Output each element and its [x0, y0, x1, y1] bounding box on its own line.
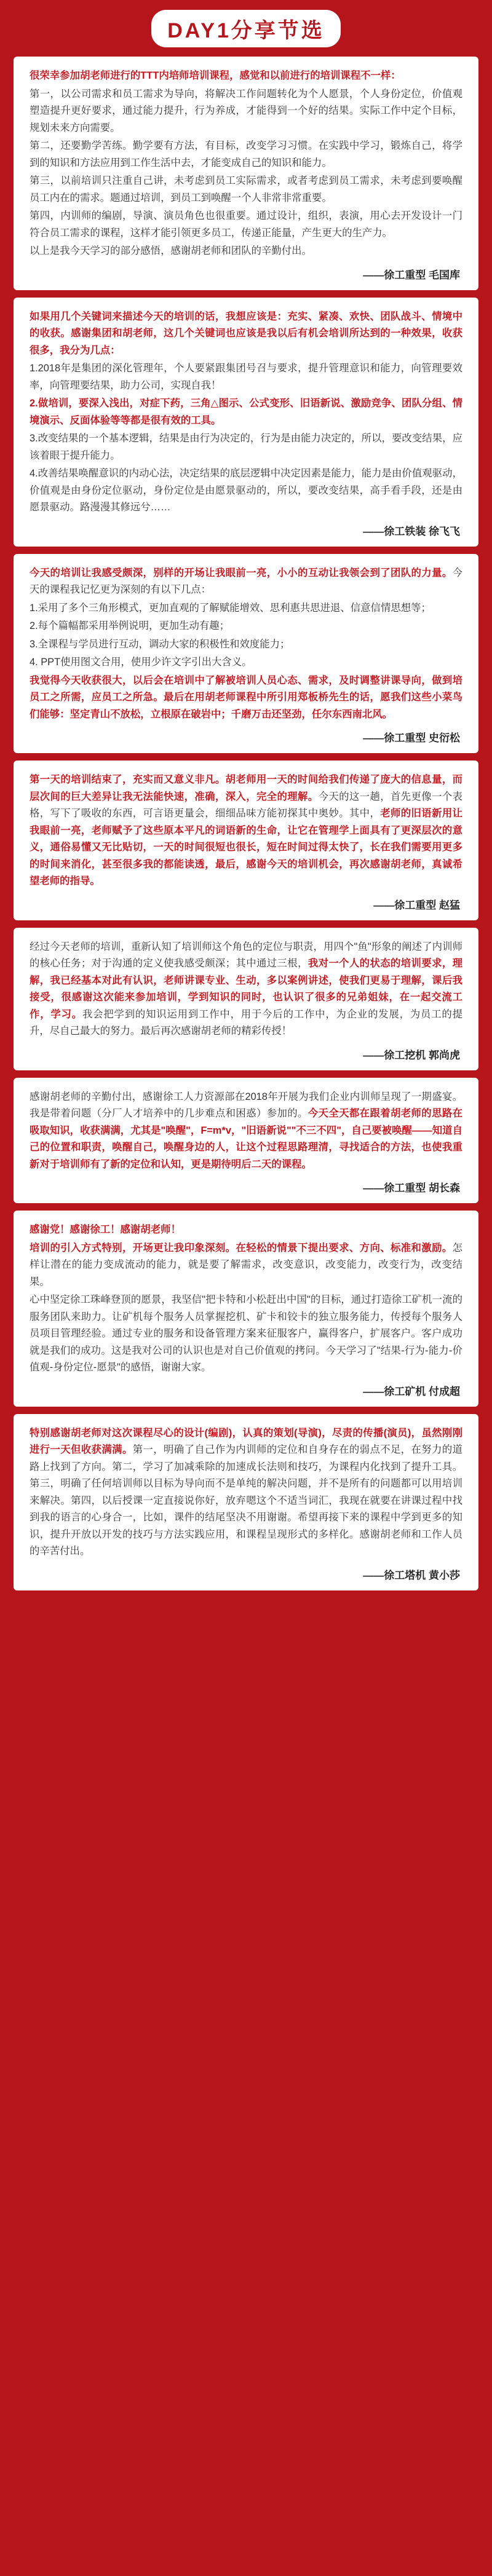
- testimonial-paragraph: [30, 1222, 462, 1239]
- highlighted-text: 很荣幸参加胡老师进行的TTT内培师培训课程，感觉和以前进行的培训课程不一样：: [30, 70, 401, 81]
- testimonial-paragraph: [30, 1240, 462, 1291]
- testimonial-paragraph: [30, 939, 462, 1040]
- testimonial-paragraph: [30, 173, 462, 207]
- body-text: 3.全课程与学员进行互动，调动大家的积极性和效度能力；: [30, 638, 290, 650]
- body-text: 今天的这一趟，首先更像一个表格，写下了吸收的东西，可言语更量会，细细品味方能初探其中奥妙。其中，: [30, 791, 463, 819]
- testimonial-card: [14, 298, 478, 547]
- testimonial-paragraph: [30, 243, 462, 260]
- highlighted-text: 我对一个人的状态的培训要求，理解，我已经基本对此有认识，老师讲课专业、生动，多以案例讲述，使我们更易于理解，课后我接受，很感谢这次能来参加培训，学到知识的同时，也认识了很多的兄弟姐妹，在一起交流工作，学习。: [30, 958, 463, 1020]
- body-text: 以上是我今天学习的部分感悟，感谢胡老师和团队的辛勤付出。: [30, 245, 312, 256]
- testimonial-paragraph: [30, 309, 462, 360]
- testimonial-card: [14, 761, 478, 920]
- body-text: 我会把学到的知识运用到工作中，用于今后的工作中，为企业的发展，为员工的提升，尽自己最大的努力。最后再次感谢胡老师的精彩传授！: [30, 1008, 462, 1037]
- testimonial-card: [14, 57, 478, 290]
- body-text: 1.采用了多个三角形模式，更加直观的了解赋能增效、思利惠共思进退、信意信情思想等；: [30, 602, 431, 614]
- highlighted-text: 老师的旧语新用让我眼前一亮，老师赋予了这些原本平凡的词语新的生命，让它在管理学上面具有了更深层次的意义，通俗易懂又无比贴切，一天的时间很短也很长，短在时间过得太快了，长在我们需要用更多的时间来消化，甚至很多我的都能读透，最后，感谢今天的培训机会，再次感谢胡老师，真诚希望老师的指导。: [30, 808, 463, 887]
- testimonial-paragraph: [30, 565, 462, 599]
- page-header: [0, 0, 492, 57]
- body-text: 3.改变结果的一个基本逻辑，结果是由行为决定的，行为是由能力决定的，所以，要改变结果，应该着眼于提升能力。: [30, 433, 462, 461]
- testimonial-paragraph: [30, 208, 462, 242]
- body-text: 心中坚定徐工珠峰登顶的愿景，我坚信"把卡特和小松赶出中国"的目标，通过打造徐工矿机一流的服务团队来助力。让矿机每个服务人员掌握挖机、矿卡和铰卡的独立服务能力，传授每个服务人员项目管理经验。通过专业的服务和设备管理方案来征服客户，赢得客户，扩展客户。客户成功就是我们的成功。这是我对公司的认识也是对自己价值观的拷问。今天学习了"结果-行为-能力-价值观-身份定位-愿景"的感悟，谢谢大家。: [30, 1294, 462, 1373]
- author-signature: ——徐工重型 毛国库: [363, 269, 460, 281]
- testimonial-paragraph: [30, 600, 462, 617]
- highlighted-text: 特别感谢胡老师对这次课程尽心的设计(编剧)，认真的策划(导演)，尽责的传播(演员)，虽然刚刚进行一天但收获满满。: [30, 1427, 462, 1455]
- testimonial-paragraph: [30, 673, 462, 724]
- testimonial-paragraph: [30, 465, 462, 516]
- body-text: 第一，明确了自己作为内训师的定位和自身存在的弱点不足，在努力的道路上找到了方向。第二，学习了加减乘除的加速成长法则和技巧，为课程内化找到了提升工具。第三，明确了任何培训师以目标为导向而不是单纯的解决问题，并不是所有的问题都可以用培训来解决。第四，以后授课一定直接说你好，放弃嗯这个不适当词汇，我现在就要在讲课过程中找到我的语言的心身合一，比如，课件的结尾坚决不用谢谢。希望再接下来的课程中学到更多的知识，提升开放以开发的技巧与方法实践应用，和课程呈现形式的多样化。感谢胡老师和工作人员的辛苦付出。: [30, 1444, 463, 1557]
- author-signature: ——徐工重型 赵猛: [373, 899, 460, 911]
- testimonial-card: [14, 554, 478, 754]
- author-signature: ——徐工矿机 付成超: [363, 1385, 460, 1397]
- testimonial-paragraph: [30, 395, 462, 429]
- body-text: 4. PPT使用图文合用，使用少许文字引出大含义。: [30, 657, 252, 668]
- testimonial-paragraph: [30, 68, 462, 85]
- author-signature: ——徐工塔机 黄小莎: [363, 1569, 460, 1581]
- author-signature: ——徐工重型 胡长森: [363, 1182, 460, 1194]
- body-text: 怎样让潜在的能力变成流动的能力，就是要了解需求，改变意识，改变能力，改变行为，改变结果。: [30, 1242, 462, 1287]
- highlighted-text: 今天的培训让我感受颇深，别样的开场让我眼前一亮，小小的互动让我领会到了团队的力量。: [30, 567, 453, 579]
- testimonial-paragraph: [30, 618, 462, 635]
- testimonial-card: [14, 1211, 478, 1407]
- body-text: 第二，还要勤学苦练。勤学要有方法，有目标，改变学习习惯。在实践中学习，锻炼自己，将学到的知识和方法应用到工作生活中去，才能变成自己的知识和能力。: [30, 140, 462, 168]
- body-text: 第四，内训师的编剧，导演、演员角色也很重要。通过设计，组织，表演，用心去开发设计一门符合员工需求的课程，这样才能引领更多员工，传递正能量，产生更大的生产力。: [30, 210, 462, 239]
- testimonial-paragraph: [30, 1425, 462, 1560]
- page-title: DAY1分享节选: [151, 10, 341, 47]
- testimonial-paragraph: [30, 636, 462, 654]
- highlighted-text: 培训的引入方式特别，开场更让我印象深刻。在轻松的情景下提出要求、方向、标准和激励。: [30, 1242, 453, 1254]
- body-text: 2.每个篇幅都采用举例说明，更加生动有趣；: [30, 620, 230, 631]
- body-text: 4.改善结果唤醒意识的内动心法，决定结果的底层逻辑中决定因素是能力，能力是由价值观驱动，价值观是由身份定位驱动，身份定位是由愿景驱动的，所以，要改变结果，高手看手段，还是由愿景驱动。路漫漫其修远兮……: [30, 468, 462, 513]
- testimonial-paragraph: [30, 430, 462, 464]
- testimonial-list: [0, 57, 492, 1590]
- body-text: 第一，以公司需求和员工需求为导向，将解决工作问题转化为个人愿景，个人身份定位，价值观塑造提升更好要求，通过能力提升，行为养成，才能得到一个好的结果。实际工作中定个目标，规划未来方向需要。: [30, 88, 462, 133]
- testimonial-paragraph: [30, 654, 462, 671]
- body-text: 感谢胡老师的辛勤付出，感谢徐工人力资源部在2018年开展为我们企业内训师呈现了一期盛宴。我是带着问题（分厂人才培养中的几步难点和困惑）参加的。: [30, 1091, 462, 1119]
- testimonial-card: [14, 1078, 478, 1204]
- testimonial-card: [14, 928, 478, 1070]
- highlighted-text: 第一天的培训结束了，充实而又意义非凡。胡老师用一天的时间给我们传递了庞大的信息量，而层次间的巨大差异让我无法能快速，准确，深入，完全的理解。: [30, 774, 462, 802]
- testimonial-paragraph: [30, 1292, 462, 1377]
- author-signature: ——徐工铁装 徐飞飞: [363, 525, 460, 537]
- body-text: 经过今天老师的培训，重新认知了培训师这个角色的定位与职责，用四个"鱼"形象的阐述了内训师的核心任务；对于沟通的定义使我感受颇深；其中通过三根，: [30, 941, 462, 969]
- body-text: 1.2018年是集团的深化管理年，个人要紧跟集团号召与要求，提升管理意识和能力，向管理要效率，向管理要结果，助力公司，实现自我！: [30, 363, 462, 391]
- testimonial-paragraph: [30, 1089, 462, 1174]
- body-text: 第三，以前培训只注重自己讲，未考虑到员工实际需求，或者考虑到员工需求，未考虑到要唤醒员工内在的需求。题通过培训，到员工到唤醒一个人非常非常重要。: [30, 175, 462, 203]
- highlighted-text: 感谢党！感谢徐工！感谢胡老师！: [30, 1224, 181, 1235]
- highlighted-text: 2.做培训，要深入浅出，对症下药，三角△图示、公式变形、旧语新说、激励竞争、团队分组、情境演示、反面体验等等都是很有效的工具。: [30, 398, 462, 426]
- author-signature: ——徐工重型 史衍松: [363, 732, 460, 744]
- testimonial-card: [14, 1414, 478, 1590]
- highlighted-text: 今天全天都在跟着胡老师的思路在吸取知识，收获满满，尤其是"唤醒"，F=m*v，"旧语新说""不三不四"，自己要被唤醒——知道自己的位置和职责，唤醒自己，唤醒身边的人，让这个过程思路理清，寻找适合的方法，也使我重新对于培训师有了新的定位和认知，更是期待明后二天的课程。: [30, 1108, 463, 1170]
- body-text: 今天的课程我记忆更为深刻的有以下几点：: [30, 567, 462, 595]
- testimonial-paragraph: [30, 86, 462, 137]
- highlighted-text: 我觉得今天收获很大，以后会在培训中了解被培训人员心态、需求，及时调整讲课导向，做到培员工之所需，应员工之所急。最后在用胡老师课程中所引用郑板桥先生的话，愿我们这些小菜鸟们能够：坚定青山不放松，立根原在破岩中；千磨万击还坚劲，任尔东西南北风。: [30, 674, 462, 720]
- highlighted-text: 如果用几个关键词来描述今天的培训的话，我想应该是：充实、紧凑、欢快、团队战斗、情境中的收获。感谢集团和胡老师，这几个关键词也应该是我以后有机会培训所达到的一种效果，收获很多，我分为几点：: [30, 310, 462, 356]
- testimonial-paragraph: [30, 360, 462, 394]
- testimonial-paragraph: [30, 772, 462, 890]
- author-signature: ——徐工挖机 郭尚虎: [363, 1049, 460, 1061]
- testimonial-paragraph: [30, 138, 462, 172]
